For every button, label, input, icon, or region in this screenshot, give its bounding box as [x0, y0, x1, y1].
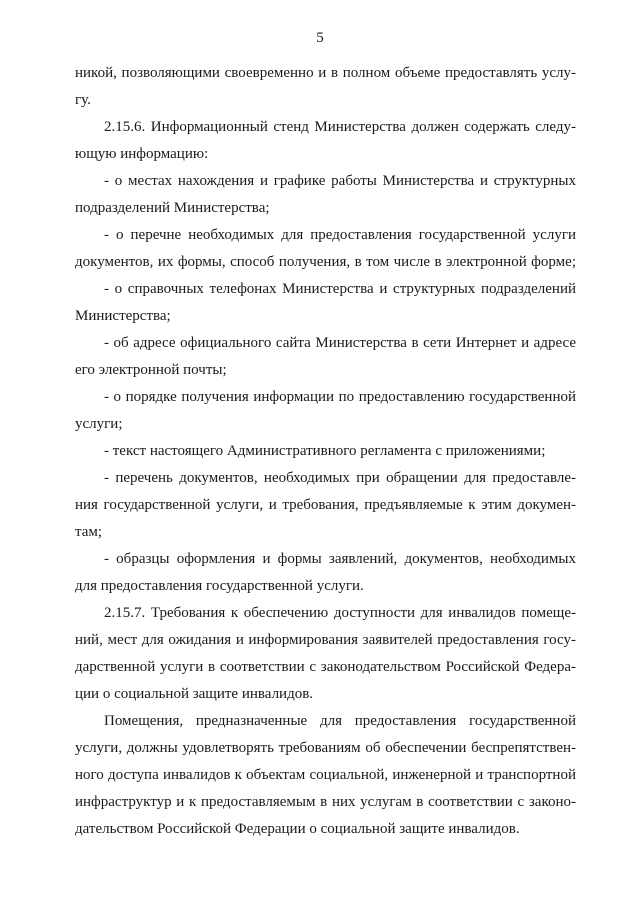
text-line: - перечень документов, необходимых при обращении для предоставле-	[104, 470, 576, 486]
text-line: дательством Российской Федерации о социальной защите инвалидов.	[75, 821, 520, 837]
text-line: - образцы оформления и формы заявлений, документов, необходимых	[104, 551, 576, 567]
text-line: подразделений Министерства;	[75, 200, 270, 216]
text-line: - текст настоящего Административного регламента с приложениями;	[104, 443, 546, 459]
text-line: дарственной услуги в соответствии с законодательством Российской Федера-	[75, 659, 576, 675]
text-line: 2.15.6. Информационный стенд Министерства должен содержать следу-	[104, 119, 576, 135]
text-line: услуги;	[75, 416, 123, 432]
text-line: 2.15.7. Требования к обеспечению доступности для инвалидов помеще-	[104, 605, 576, 621]
text-line: там;	[75, 524, 103, 540]
text-line: ции о социальной защите инвалидов.	[75, 686, 314, 702]
page-number: 5	[316, 30, 324, 46]
text-line: для предоставления государственной услуги.	[75, 578, 364, 594]
text-line: его электронной почты;	[75, 362, 227, 378]
text-line: ного доступа инвалидов к объектам социальной, инженерной и транспортной	[75, 767, 576, 783]
text-line: ния государственной услуги, и требования, предъявляемые к этим докумен-	[75, 497, 576, 513]
text-line: гу.	[75, 92, 91, 108]
text-line: - о перечне необходимых для предоставления государственной услуги	[104, 227, 576, 243]
text-line: инфраструктур и к предоставляемым в них услугам в соответствии с законо-	[75, 794, 576, 810]
text-line: - об адресе официального сайта Министерства в сети Интернет и адресе	[104, 335, 576, 351]
text-line: документов, их формы, способ получения, в том числе в электронной форме;	[75, 254, 576, 270]
text-line: ющую информацию:	[75, 146, 209, 162]
text-line: ний, мест для ожидания и информирования заявителей предоставления госу-	[75, 632, 576, 648]
text-line: - о порядке получения информации по предоставлению государственной	[104, 389, 576, 405]
text-line: услуги, должны удовлетворять требованиям об обеспечении беспрепятствен-	[75, 740, 576, 756]
text-line: Помещения, предназначенные для предоставления государственной	[104, 713, 576, 729]
text-line: - о справочных телефонах Министерства и структурных подразделений	[104, 281, 576, 297]
text-line: никой, позволяющими своевременно и в полном объеме предоставлять услу-	[75, 65, 576, 81]
text-line: Министерства;	[75, 308, 171, 324]
text-line: - о местах нахождения и графике работы Министерства и структурных	[104, 173, 576, 189]
